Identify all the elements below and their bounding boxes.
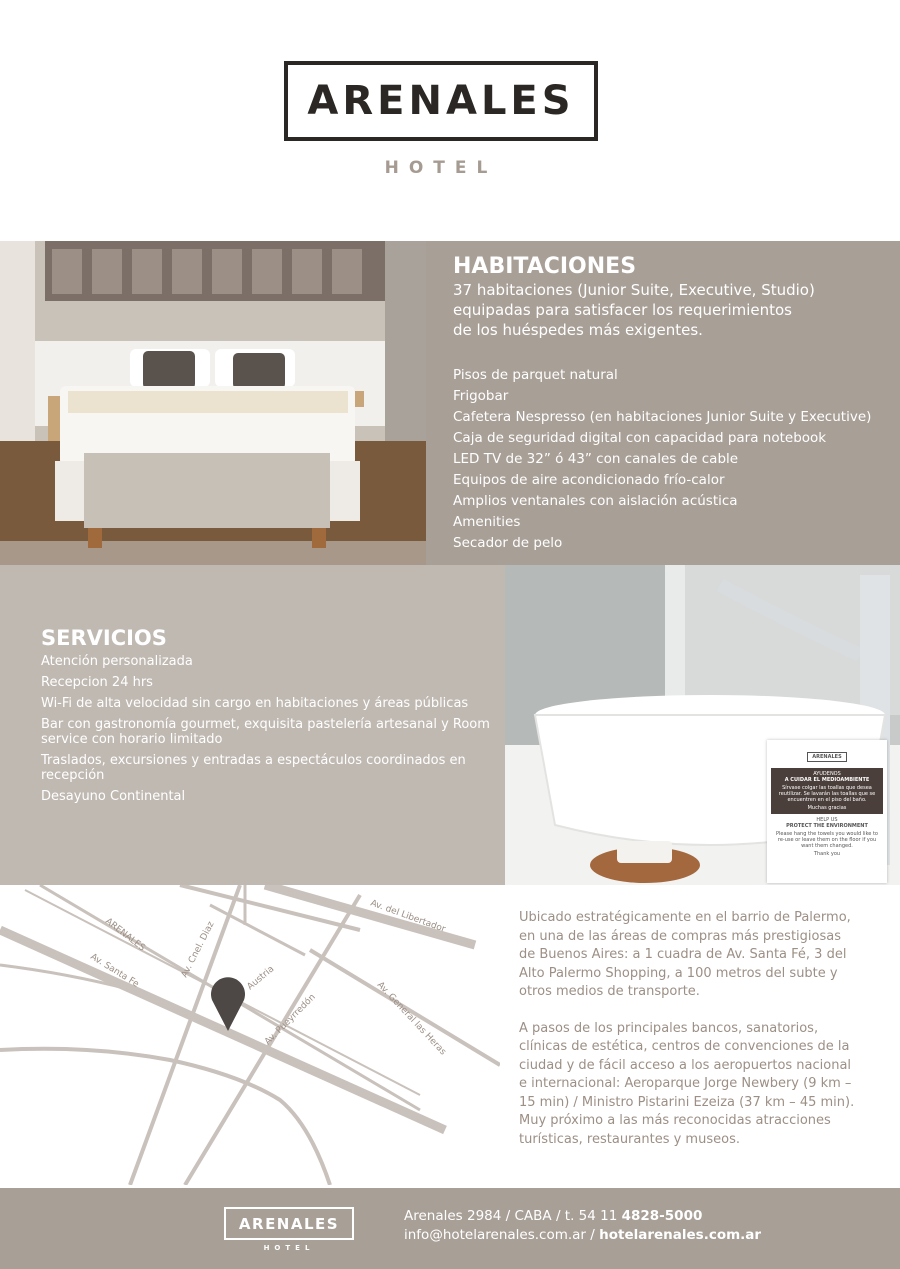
card-es-title-1: AYUDENOS: [813, 771, 841, 777]
list-item: Caja de seguridad digital con capacidad para notebook: [453, 430, 827, 446]
location-paragraph: Ubicado estratégicamente en el barrio de Palermo, en una de las áreas de compras más prestigiosas de Buenos Aires: a 1 cuadra de Av. Santa Fé, 3 del Alto Palermo Shopping, a 100 metros del subte y otros medios de transporte.: [519, 910, 851, 999]
card-en-title-1: HELP US: [816, 817, 838, 823]
street-label-libertador: Av. del Libertador: [368, 898, 447, 935]
habitaciones-intro-line: de los huéspedes más exigentes.: [453, 321, 703, 339]
logo: [284, 61, 598, 141]
bedroom-photo: [0, 241, 426, 565]
list-item: Secador de pelo: [453, 535, 563, 551]
habitaciones-intro-line: equipadas para satisfacer los requerimientos: [453, 301, 793, 319]
footer-logo-name: ARENALES: [238, 1214, 340, 1233]
street-label-cnel-diaz: Av. Cnel. Diaz: [179, 920, 217, 980]
servicios-list: [41, 654, 496, 810]
card-en-thanks: Thank you: [813, 851, 841, 857]
bedroom-illustration: [0, 241, 426, 565]
footer-email[interactable]: info@hotelarenales.com.ar: [404, 1227, 586, 1243]
footer: [0, 1188, 900, 1269]
location-description: [519, 909, 859, 1167]
footer-separator: /: [585, 1227, 600, 1243]
footer-contact-line: [404, 1227, 761, 1243]
location-map: [0, 885, 500, 1185]
environment-card: [767, 740, 887, 883]
footer-address: Arenales 2984 / CABA / t. 54 11: [404, 1208, 622, 1224]
location-paragraph: A pasos de los principales bancos, sanatorios, clínicas de estética, centros de convenciones de la ciudad y de fácil acceso a los aeropuertos nacional e internacional: Aeroparque Jorge Newbery (9 km – 15 min) / Ministro Pistarini Ezeiza (37 km – 45 min). Muy próximo a las más reconocidas atracciones turísticas, restaurantes y museos.: [519, 1020, 855, 1147]
card-es-body: Sírvase colgar las toallas que desea reutilizar. Se lavarán las toallas que se encuentren en el piso del baño.: [778, 785, 876, 803]
servicios-title: SERVICIOS: [41, 626, 167, 650]
list-item: Equipos de aire acondicionado frío-calor: [453, 472, 725, 488]
card-es-thanks: Muchas gracias: [807, 805, 847, 811]
bathroom-photo: [505, 565, 900, 885]
habitaciones-intro: [453, 280, 883, 340]
footer-website[interactable]: hotelarenales.com.ar: [599, 1227, 762, 1243]
map-svg: [0, 885, 500, 1185]
footer-phone: 4828-5000: [621, 1208, 703, 1224]
card-en-title-2: PROTECT THE ENVIRONMENT: [786, 823, 868, 829]
habitaciones-list: [453, 365, 871, 554]
list-item: Recepcion 24 hrs: [41, 675, 153, 690]
card-en-body: Please hang the towels you would like to re-use or leave them on the floor if you want them changed.: [776, 831, 878, 849]
list-item: Pisos de parquet natural: [453, 367, 618, 383]
habitaciones-panel: [426, 241, 900, 565]
list-item: Amplios ventanales con aislación acústica: [453, 493, 738, 509]
footer-address-line: [404, 1208, 702, 1224]
list-item: Atención personalizada: [41, 654, 193, 669]
habitaciones-intro-line: 37 habitaciones (Junior Suite, Executive, Studio): [453, 281, 815, 299]
card-brand: ARENALES: [807, 752, 847, 762]
logo-subtitle: HOTEL: [384, 158, 498, 178]
card-es-title-2: A CUIDAR EL MEDIOAMBIENTE: [784, 777, 870, 783]
street-label-general-las-heras: Av. General las Heras: [374, 980, 448, 1058]
street-label-austria: Austria: [245, 964, 277, 993]
list-item: Amenities: [453, 514, 521, 530]
street-label-arenales: ARENALES: [103, 916, 147, 954]
habitaciones-title: HABITACIONES: [453, 254, 637, 279]
list-item: Frigobar: [453, 388, 509, 404]
footer-logo: [224, 1207, 354, 1240]
list-item: Wi-Fi de alta velocidad sin cargo en habitaciones y áreas públicas: [41, 696, 469, 711]
list-item: LED TV de 32” ó 43” con canales de cable: [453, 451, 739, 467]
logo-name: ARENALES: [307, 78, 575, 124]
list-item: Bar con gastronomía gourmet, exquisita pastelería artesanal y Room service con horario limitado: [41, 717, 490, 747]
servicios-panel: [0, 565, 505, 885]
list-item: Cafetera Nespresso (en habitaciones Junior Suite y Executive): [453, 409, 872, 425]
footer-logo-subtitle: HOTEL: [263, 1244, 315, 1252]
street-label-pueyrredon: Av. Pueyrredón: [263, 992, 318, 1048]
list-item: Desayuno Continental: [41, 789, 186, 804]
list-item: Traslados, excursiones y entradas a espectáculos coordinados en recepción: [41, 753, 466, 783]
street-label-santa-fe: Av. Santa Fe: [88, 952, 141, 990]
